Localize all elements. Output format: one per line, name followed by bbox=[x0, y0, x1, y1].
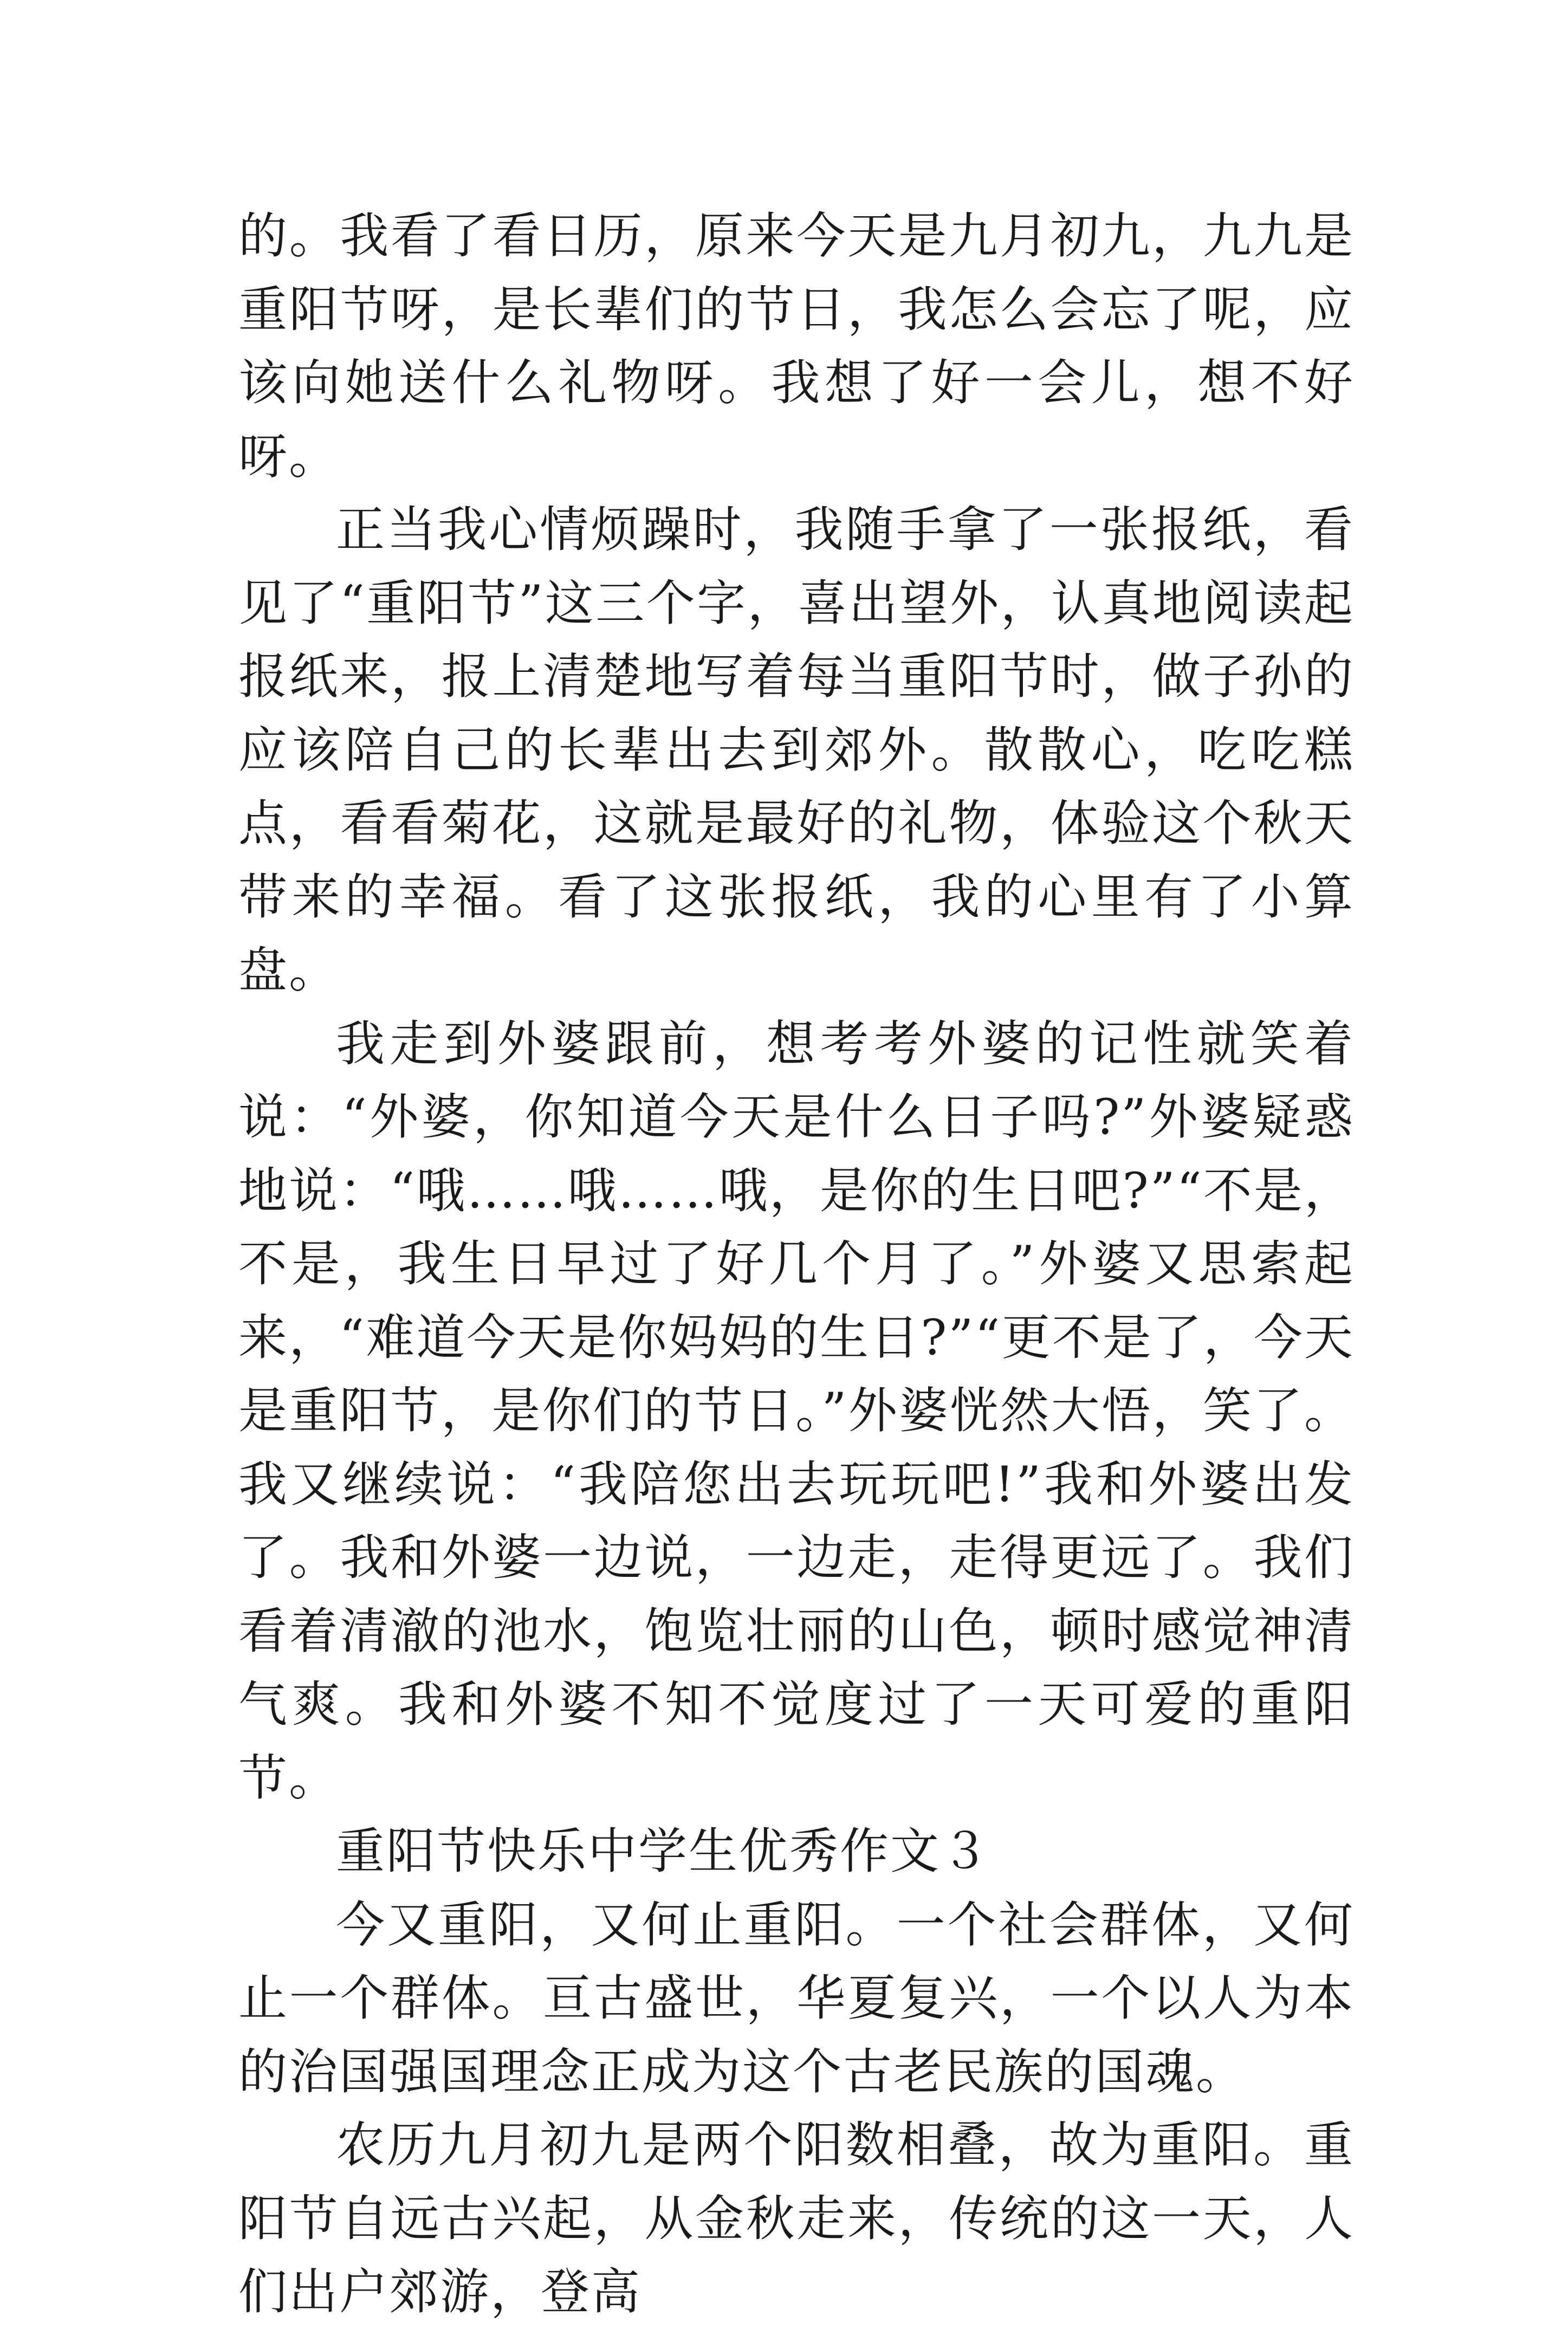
paragraph: 我走到外婆跟前，想考考外婆的记性就笑着说：“外婆，你知道今天是什么日子吗?”外婆疑惑地说：“哦……哦……哦，是你的生日吧?”“不是，不是，我生日早过了好几个月了。”外婆又思索起来，“难道今天是你妈妈的生日?”“更不是了，今天是重阳节，是你们的节日。”外婆恍然大悟，笑了。我又继续说：“我陪您出去玩玩吧!”我和外婆出发了。我和外婆一边说，一边走，走得更远了。我们看着清澈的池水，饱览壮丽的山色，顿时感觉神清气爽。我和外婆不知不觉度过了一天可爱的重阳节。 bbox=[238, 1015, 1355, 1807]
paragraph-continuation: 的。我看了看日历，原来今天是九月初九，九九是重阳节呀，是长辈们的节日，我怎么会忘了呢，应该向她送什么礼物呀。我想了好一会儿，想不好呀。 bbox=[238, 208, 1355, 485]
paragraph: 正当我心情烦躁时，我随手拿了一张报纸，看见了“重阳节”这三个字，喜出望外，认真地阅读起报纸来，报上清楚地写着每当重阳节时，做子孙的应该陪自己的长辈出去到郊外。散散心，吃吃糕点，看看菊花，这就是最好的礼物，体验这个秋天带来的幸福。看了这张报纸，我的心里有了小算盘。 bbox=[238, 501, 1355, 999]
section-title: 重阳节快乐中学生优秀作文３ bbox=[336, 1823, 991, 1880]
paragraph: 今又重阳，又何止重阳。一个社会群体，又何止一个群体。亘古盛世，华夏复兴，一个以人为本的治国强国理念正成为这个古老民族的国魂。 bbox=[238, 1896, 1355, 2100]
paragraph: 农历九月初九是两个阳数相叠，故为重阳。重阳节自远古兴起，从金秋走来，传统的这一天，人们出户郊游，登高 bbox=[238, 2117, 1355, 2320]
body-text bbox=[238, 199, 1355, 2329]
